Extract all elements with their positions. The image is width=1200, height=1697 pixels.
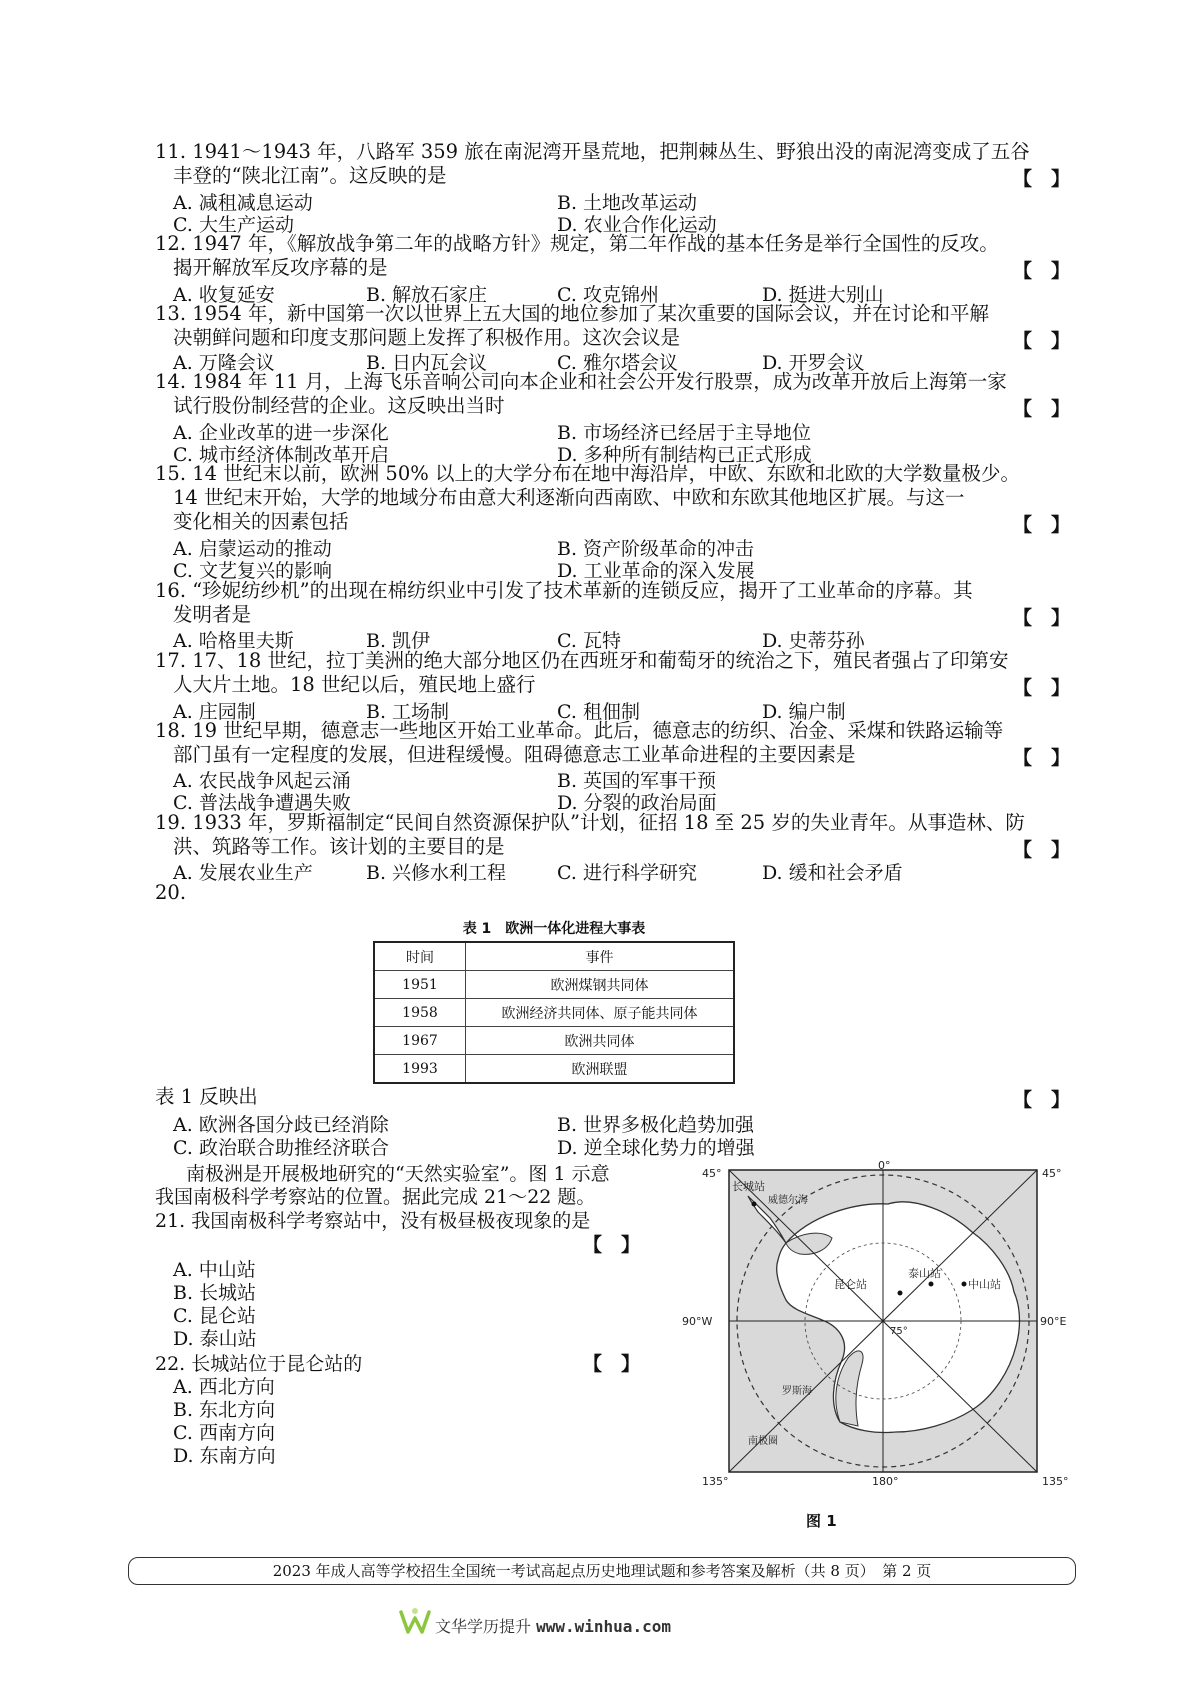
antarctic-circle-label: 南极圈 [748, 1436, 778, 1447]
table-cell-event: 欧洲共同体 [466, 1027, 735, 1055]
q16-option-d[interactable]: D. 史蒂芬孙 [762, 630, 865, 652]
q15-stem-line2: 14 世纪末开始，大学的地域分布由意大利逐渐向西南欧、中欧和东欧其他地区扩展。与这一 [173, 486, 965, 509]
answer-bracket[interactable]: 【 】 [1012, 514, 1070, 536]
answer-bracket[interactable]: 【 】 [1012, 260, 1070, 282]
page-footer: 2023 年成人高等学校招生全国统一考试高起点历史地理试题和参考答案及解析（共 8 页） 第 2 页 [128, 1557, 1076, 1585]
q19-option-c[interactable]: C. 进行科学研究 [557, 862, 697, 884]
answer-bracket[interactable]: 【 】 [583, 1353, 641, 1375]
q15-option-d[interactable]: D. 工业革命的深入发展 [557, 560, 755, 582]
station-dot [752, 1202, 757, 1207]
q20-stem: 表 1 反映出 [155, 1085, 258, 1108]
lon-label-45w: 45° [702, 1167, 722, 1180]
q14-option-b[interactable]: B. 市场经济已经居于主导地位 [557, 422, 812, 444]
q12-option-c[interactable]: C. 攻克锦州 [557, 284, 659, 306]
table-row [374, 971, 734, 999]
q13-option-d[interactable]: D. 开罗会议 [762, 352, 865, 374]
q22-option-b[interactable]: B. 东北方向 [173, 1399, 276, 1421]
answer-bracket[interactable]: 【 】 [1012, 607, 1070, 629]
q19-stem-line1: 19. 1933 年，罗斯福制定“民间自然资源保护队”计划，征招 18 至 25 岁的失业青年。从事造林、防 [155, 811, 1025, 834]
q17-option-a[interactable]: A. 庄园制 [173, 701, 256, 723]
table-cell-event: 欧洲经济共同体、原子能共同体 [466, 999, 735, 1027]
q20-option-a[interactable]: A. 欧洲各国分歧已经消除 [173, 1114, 389, 1136]
q22-stem: 22. 长城站位于昆仑站的 [155, 1353, 363, 1375]
station-dot [898, 1291, 903, 1296]
lat-label-75: 75° [890, 1326, 908, 1337]
q18-stem-line1: 18. 19 世纪早期，德意志一些地区开始工业革命。此后，德意志的纺织、冶金、采煤和铁路运输等 [155, 719, 1004, 742]
europe-integration-table [373, 941, 735, 1084]
q21-option-a[interactable]: A. 中山站 [173, 1259, 256, 1281]
station-label-zhongshan: 中山站 [968, 1278, 1001, 1291]
q17-stem-line1: 17. 17、18 世纪，拉丁美洲的绝大部分地区仍在西班牙和葡萄牙的统治之下，殖民者强占了印第安 [155, 649, 1009, 672]
q20-option-d[interactable]: D. 逆全球化势力的增强 [557, 1137, 755, 1159]
table-caption: 表 1 欧洲一体化进程大事表 [462, 921, 646, 937]
intro-line2: 我国南极科学考察站的位置。据此完成 21～22 题。 [155, 1186, 596, 1208]
q21-stem: 21. 我国南极科学考察站中，没有极昼极夜现象的是 [155, 1210, 591, 1232]
q18-option-a[interactable]: A. 农民战争风起云涌 [173, 770, 351, 792]
sea-label-ross: 罗斯海 [782, 1386, 812, 1397]
table-cell-year: 1951 [374, 971, 466, 999]
q14-stem-line2: 试行股份制经营的企业。这反映出当时 [173, 394, 505, 417]
q17-stem-line2: 人大片土地。18 世纪以后，殖民地上盛行 [173, 673, 536, 696]
table-header-row [374, 942, 734, 971]
table-row [374, 1027, 734, 1055]
q16-option-a[interactable]: A. 哈格里夫斯 [173, 630, 294, 652]
answer-bracket[interactable]: 【 】 [1012, 747, 1070, 769]
q13-stem-line1: 13. 1954 年，新中国第一次以世界上五大国的地位参加了某次重要的国际会议，并在讨论和平解 [155, 302, 990, 325]
q20-number: 20. [155, 881, 187, 904]
lon-label-90w: 90°W [682, 1315, 713, 1328]
q15-option-c[interactable]: C. 文艺复兴的影响 [173, 560, 332, 582]
q13-option-b[interactable]: B. 日内瓦会议 [366, 352, 488, 374]
q20-option-b[interactable]: B. 世界多极化趋势加强 [557, 1114, 755, 1136]
q11-option-a[interactable]: A. 减租减息运动 [173, 192, 313, 214]
q15-stem-line1: 15. 14 世纪末以前，欧洲 50% 以上的大学分布在地中海沿岸，中欧、东欧和北欧的大学数量极少。 [155, 462, 1020, 485]
table-cell-event: 欧洲煤钢共同体 [466, 971, 735, 999]
q19-option-b[interactable]: B. 兴修水利工程 [366, 862, 507, 884]
table-cell-year: 1958 [374, 999, 466, 1027]
table-row [374, 1055, 734, 1084]
q13-option-c[interactable]: C. 雅尔塔会议 [557, 352, 678, 374]
answer-bracket[interactable]: 【 】 [583, 1234, 641, 1256]
sea-label-weddell: 威德尔海 [768, 1195, 808, 1206]
lon-label-180: 180° [872, 1475, 899, 1488]
watermark-url[interactable]: www.winhua.com [536, 1617, 671, 1636]
q11-option-b[interactable]: B. 土地改革运动 [557, 192, 698, 214]
q16-stem-line1: 16. “珍妮纺纱机”的出现在棉纺织业中引发了技术革新的连锁反应，揭开了工业革命的序幕。其 [155, 579, 973, 602]
lon-label-45e: 45° [1042, 1167, 1062, 1180]
q12-option-b[interactable]: B. 解放石家庄 [366, 284, 488, 306]
q19-option-d[interactable]: D. 缓和社会矛盾 [762, 862, 903, 884]
antarctica-map [682, 1160, 1082, 1505]
q18-option-c[interactable]: C. 普法战争遭遇失败 [173, 792, 351, 814]
q17-option-b[interactable]: B. 工场制 [366, 701, 450, 723]
q11-stem-line2: 丰登的“陕北江南”。这反映的是 [173, 164, 447, 187]
q12-option-d[interactable]: D. 挺进大别山 [762, 284, 884, 306]
station-label-kunlun: 昆仑站 [834, 1278, 867, 1291]
q11-option-c[interactable]: C. 大生产运动 [173, 214, 294, 236]
q21-option-c[interactable]: C. 昆仑站 [173, 1305, 256, 1327]
lon-label-135e: 135° [1042, 1475, 1069, 1488]
intro-line1: 南极洲是开展极地研究的“天然实验室”。图 1 示意 [186, 1163, 610, 1185]
q14-option-d[interactable]: D. 多种所有制结构已正式形成 [557, 444, 812, 466]
table-cell-year: 1993 [374, 1055, 466, 1084]
table-cell-event: 欧洲联盟 [466, 1055, 735, 1084]
table-header-event: 事件 [466, 942, 735, 971]
q11-stem-line1: 11. 1941～1943 年，八路军 359 旅在南泥湾开垦荒地，把荆棘丛生、野狼出没的南泥湾变成了五谷 [155, 140, 1030, 163]
lon-label-90e: 90°E [1040, 1315, 1067, 1328]
table-header-time: 时间 [374, 942, 466, 971]
watermark-brand: 文华学历提升 [435, 1617, 532, 1636]
answer-bracket[interactable]: 【 】 [1012, 168, 1070, 190]
q14-option-c[interactable]: C. 城市经济体制改革开启 [173, 444, 389, 466]
q14-stem-line1: 14. 1984 年 11 月，上海飞乐音响公司向本企业和社会公开发行股票，成为改革开放后上海第一家 [155, 370, 1007, 393]
answer-bracket[interactable]: 【 】 [1012, 839, 1070, 861]
q15-option-a[interactable]: A. 启蒙运动的推动 [173, 538, 332, 560]
station-dot [962, 1282, 967, 1287]
winhua-logo-icon [398, 1606, 432, 1636]
q22-option-c[interactable]: C. 西南方向 [173, 1422, 275, 1444]
table-cell-year: 1967 [374, 1027, 466, 1055]
answer-bracket[interactable]: 【 】 [1012, 1089, 1070, 1111]
q14-option-a[interactable]: A. 企业改革的进一步深化 [173, 422, 389, 444]
q17-option-d[interactable]: D. 编户制 [762, 701, 846, 723]
q15-stem-line3: 变化相关的因素包括 [173, 510, 349, 533]
answer-bracket[interactable]: 【 】 [1012, 330, 1070, 352]
q22-option-d[interactable]: D. 东南方向 [173, 1445, 276, 1467]
map-caption: 图 1 [806, 1512, 837, 1530]
station-label-changcheng: 长城站 [732, 1180, 765, 1193]
q12-option-a[interactable]: A. 收复延安 [173, 284, 275, 306]
q17-option-c[interactable]: C. 租佃制 [557, 701, 640, 723]
lon-label-0: 0° [878, 1160, 891, 1172]
answer-bracket[interactable]: 【 】 [1012, 677, 1070, 699]
q18-option-b[interactable]: B. 英国的军事干预 [557, 770, 717, 792]
q19-option-a[interactable]: A. 发展农业生产 [173, 862, 313, 884]
q11-option-d[interactable]: D. 农业合作化运动 [557, 214, 717, 236]
watermark [435, 1614, 671, 1637]
q13-option-a[interactable]: A. 万隆会议 [173, 352, 275, 374]
q12-stem-line2: 揭开解放军反攻序幕的是 [173, 256, 388, 279]
table-row [374, 999, 734, 1027]
station-dot [929, 1282, 934, 1287]
q16-stem-line2: 发明者是 [173, 603, 252, 626]
q22-option-a[interactable]: A. 西北方向 [173, 1376, 275, 1398]
q13-stem-line2: 决朝鲜问题和印度支那问题上发挥了积极作用。这次会议是 [173, 326, 681, 349]
q16-option-b[interactable]: B. 凯伊 [366, 630, 431, 652]
lon-label-135w: 135° [702, 1475, 729, 1488]
q19-stem-line2: 洪、筑路等工作。该计划的主要目的是 [173, 835, 505, 858]
q20-option-c[interactable]: C. 政治联合助推经济联合 [173, 1137, 389, 1159]
answer-bracket[interactable]: 【 】 [1012, 398, 1070, 420]
q18-stem-line2: 部门虽有一定程度的发展，但进程缓慢。阻碍德意志工业革命进程的主要因素是 [173, 743, 856, 766]
q18-option-d[interactable]: D. 分裂的政治局面 [557, 792, 717, 814]
station-label-taishan: 泰山站 [908, 1267, 941, 1280]
q15-option-b[interactable]: B. 资产阶级革命的冲击 [557, 538, 755, 560]
q16-option-c[interactable]: C. 瓦特 [557, 630, 621, 652]
q12-stem-line1: 12. 1947 年，《解放战争第二年的战略方针》规定，第二年作战的基本任务是举行全国性的反攻。 [155, 232, 999, 255]
q21-option-b[interactable]: B. 长城站 [173, 1282, 257, 1304]
q21-option-d[interactable]: D. 泰山站 [173, 1328, 257, 1350]
